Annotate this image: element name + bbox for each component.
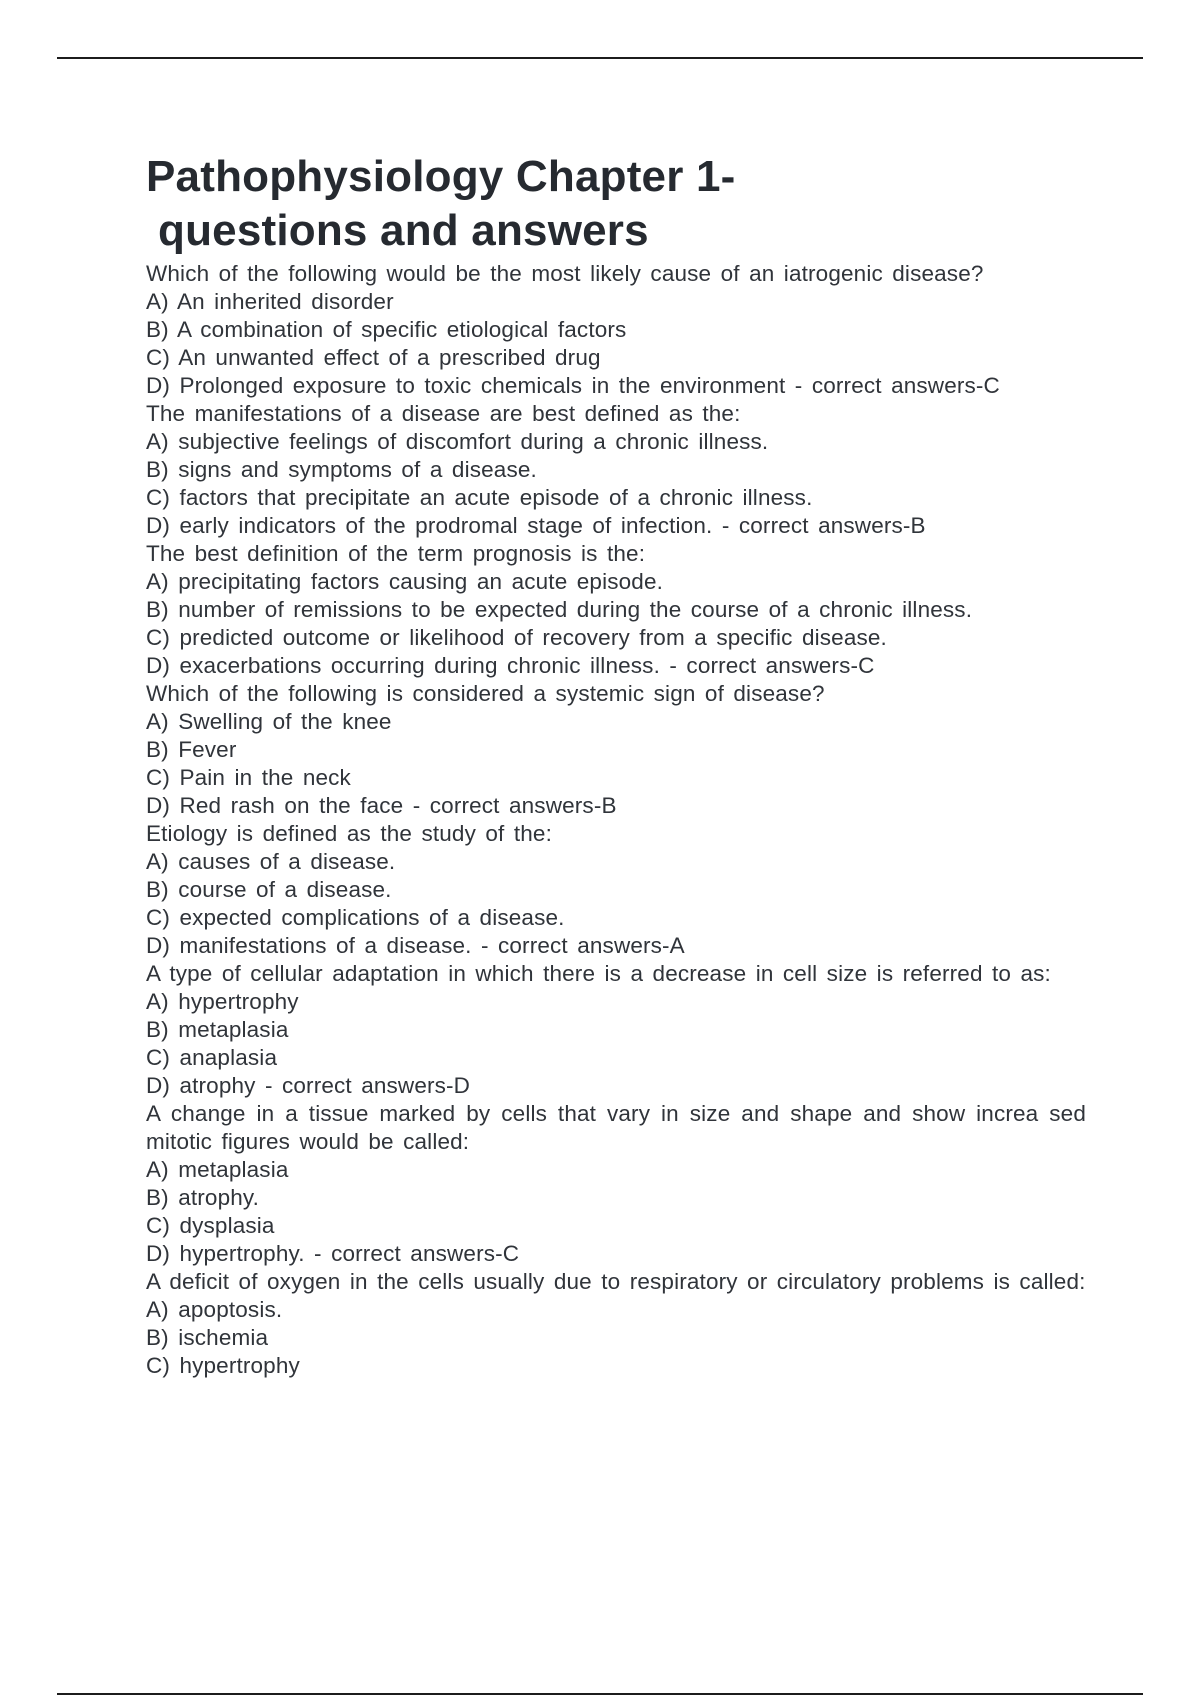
answer-option: C) expected complications of a disease. [146,905,565,930]
answer-option: D) exacerbations occurring during chronic illness. - correct answers-C [146,653,875,678]
document-body [146,150,1086,1380]
bottom-divider [57,1693,1143,1695]
answer-option: A) causes of a disease. [146,849,396,874]
answer-option: B) ischemia [146,1325,269,1350]
question-block [146,820,1086,960]
top-divider [57,57,1143,59]
answer-option: B) Fever [146,737,237,762]
answer-option: D) atrophy - correct answers-D [146,1073,471,1098]
answer-option: A) Swelling of the knee [146,709,392,734]
question-text: The best definition of the term prognosis is the: [146,541,646,566]
answer-option: C) anaplasia [146,1045,278,1070]
question-block [146,680,1086,820]
answer-option: A) subjective feelings of discomfort during a chronic illness. [146,429,769,454]
answer-option: A) hypertrophy [146,989,299,1014]
answer-option: C) Pain in the neck [146,765,351,790]
answer-option: B) A combination of specific etiological factors [146,317,627,342]
answer-option: B) course of a disease. [146,877,392,902]
answer-option: A) apoptosis. [146,1297,283,1322]
answer-option: D) hypertrophy. - correct answers-C [146,1241,520,1266]
answer-option: A) precipitating factors causing an acute episode. [146,569,664,594]
answer-option: C) dysplasia [146,1213,275,1238]
question-list [146,260,1086,1380]
question-block [146,540,1086,680]
title-line-1: Pathophysiology Chapter 1- [146,152,736,201]
question-block [146,400,1086,540]
answer-option: B) number of remissions to be expected during the course of a chronic illness. [146,597,973,622]
question-block [146,260,1086,400]
question-block [146,1100,1086,1268]
question-text: A deficit of oxygen in the cells usually due to respiratory or circulatory problems is called: [146,1269,1086,1294]
answer-option: A) metaplasia [146,1157,289,1182]
answer-option: D) manifestations of a disease. - correct answers-A [146,933,685,958]
answer-option: D) early indicators of the prodromal stage of infection. - correct answers-B [146,513,926,538]
answer-option: B) atrophy. [146,1185,260,1210]
answer-option: C) predicted outcome or likelihood of recovery from a specific disease. [146,625,887,650]
title-line-2: questions and answers [158,206,649,255]
answer-option: A) An inherited disorder [146,289,394,314]
question-block [146,1268,1086,1380]
answer-option: B) signs and symptoms of a disease. [146,457,537,482]
answer-option: C) hypertrophy [146,1353,300,1378]
question-text: The manifestations of a disease are best defined as the: [146,401,741,426]
question-text: A type of cellular adaptation in which there is a decrease in cell size is referred to as: [146,961,1051,986]
question-text: Which of the following is considered a systemic sign of disease? [146,681,825,706]
answer-option: B) metaplasia [146,1017,289,1042]
answer-option: D) Prolonged exposure to toxic chemicals in the environment - correct answers-C [146,373,1000,398]
question-block [146,960,1086,1100]
question-text: Which of the following would be the most likely cause of an iatrogenic disease? [146,261,984,286]
answer-option: D) Red rash on the face - correct answers-B [146,793,617,818]
answer-option: C) factors that precipitate an acute episode of a chronic illness. [146,485,813,510]
question-text: Etiology is defined as the study of the: [146,821,552,846]
answer-option: C) An unwanted effect of a prescribed drug [146,345,601,370]
document-title [146,150,1086,258]
question-text: A change in a tissue marked by cells that vary in size and shape and show increa sed mitotic figures would be called: [146,1101,1086,1154]
